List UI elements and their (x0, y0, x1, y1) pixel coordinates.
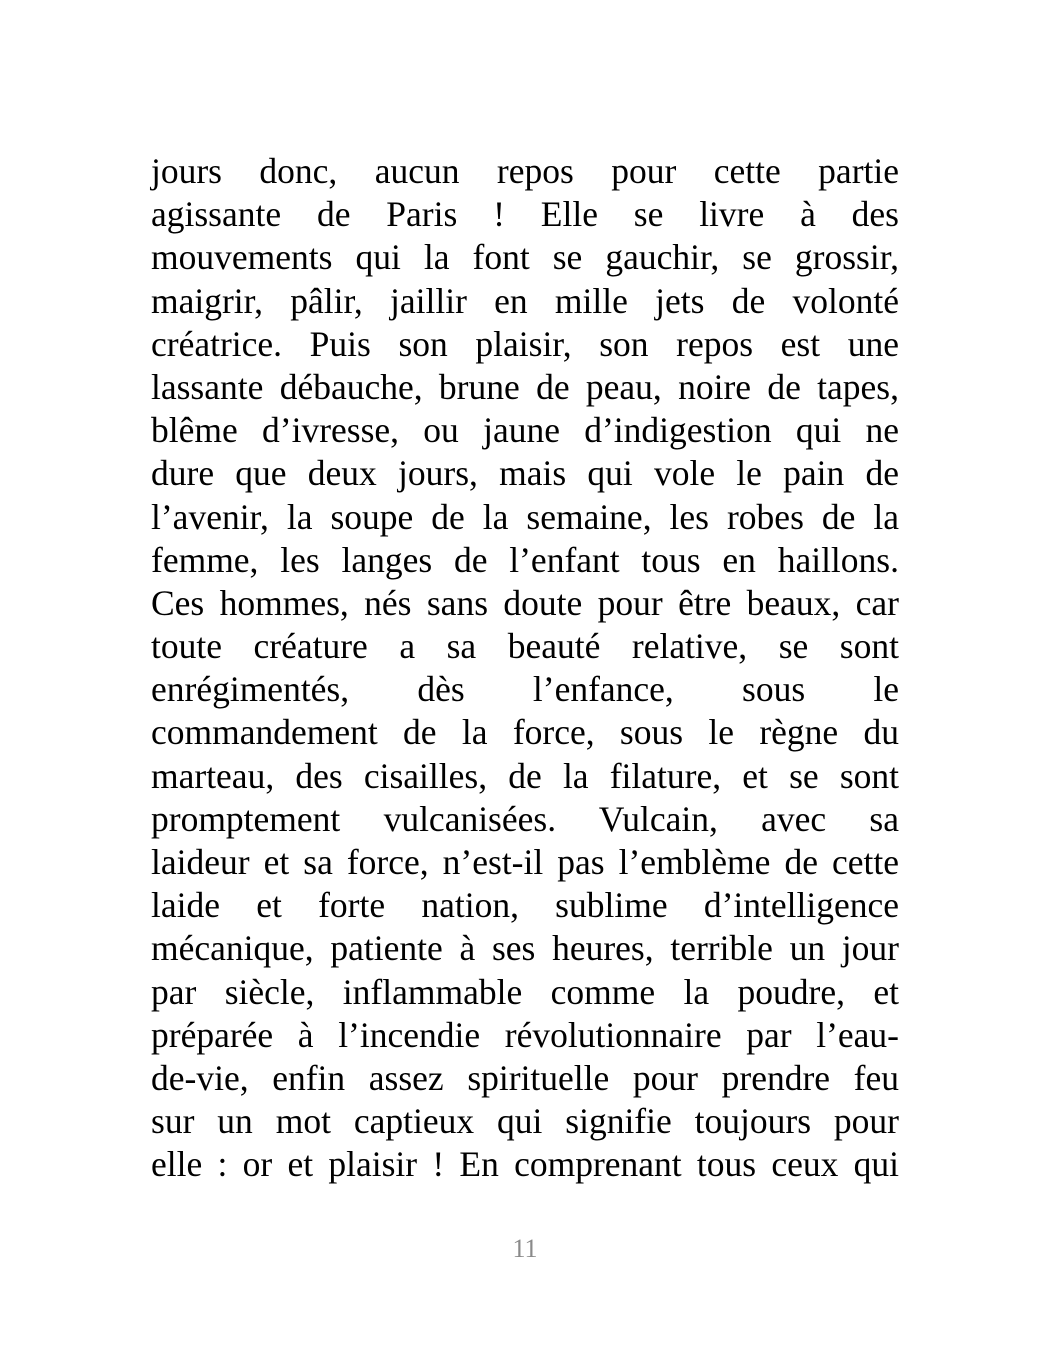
text-line: créatrice. Puis son plaisir, son repos est une (151, 323, 899, 364)
text-line: mouvements qui la font se gauchir, se grossir, (151, 237, 899, 278)
text-line: blême d’ivresse, ou jaune d’indigestion qui ne (151, 410, 899, 451)
text-line: marteau, des cisailles, de la filature, et se sont (151, 755, 899, 796)
text-line: laideur et sa force, n’est-il pas l’emblème de cette (151, 842, 899, 882)
text-line: jours donc, aucun repos pour cette partie (151, 151, 899, 191)
body-text (151, 150, 899, 1187)
text-line: sur un mot captieux qui signifie toujours pour (151, 1101, 899, 1142)
text-line: par siècle, inflammable comme la poudre, et (151, 971, 899, 1012)
text-line: lassante débauche, brune de peau, noire de tapes, (151, 366, 899, 407)
text-line: enrégimentés, dès l’enfance, sous le (151, 669, 899, 710)
text-line: agissante de Paris ! Elle se livre à des (151, 194, 899, 235)
text-line: promptement vulcanisées. Vulcain, avec sa (151, 798, 899, 839)
text-line: dure que deux jours, mais qui vole le pain de (151, 453, 899, 494)
text-line: l’avenir, la soupe de la semaine, les robes de la (151, 496, 899, 537)
text-line: mécanique, patiente à ses heures, terrible un jour (151, 928, 899, 969)
text-line: de-vie, enfin assez spirituelle pour prendre feu (151, 1057, 899, 1098)
page-number: 11 (512, 1234, 538, 1263)
text-line: maigrir, pâlir, jaillir en mille jets de volonté (151, 280, 899, 321)
text-line: laide et forte nation, sublime d’intelligence (151, 885, 899, 926)
text-line: Ces hommes, nés sans doute pour être beaux, car (151, 582, 899, 623)
text-line: elle : or et plaisir ! En comprenant tous ceux qui (151, 1144, 899, 1185)
text-line: toute créature a sa beauté relative, se sont (151, 626, 899, 667)
text-line: commandement de la force, sous le règne du (151, 712, 899, 753)
text-line: femme, les langes de l’enfant tous en haillons. (151, 539, 899, 580)
text-line: préparée à l’incendie révolutionnaire par l’eau- (151, 1014, 899, 1055)
